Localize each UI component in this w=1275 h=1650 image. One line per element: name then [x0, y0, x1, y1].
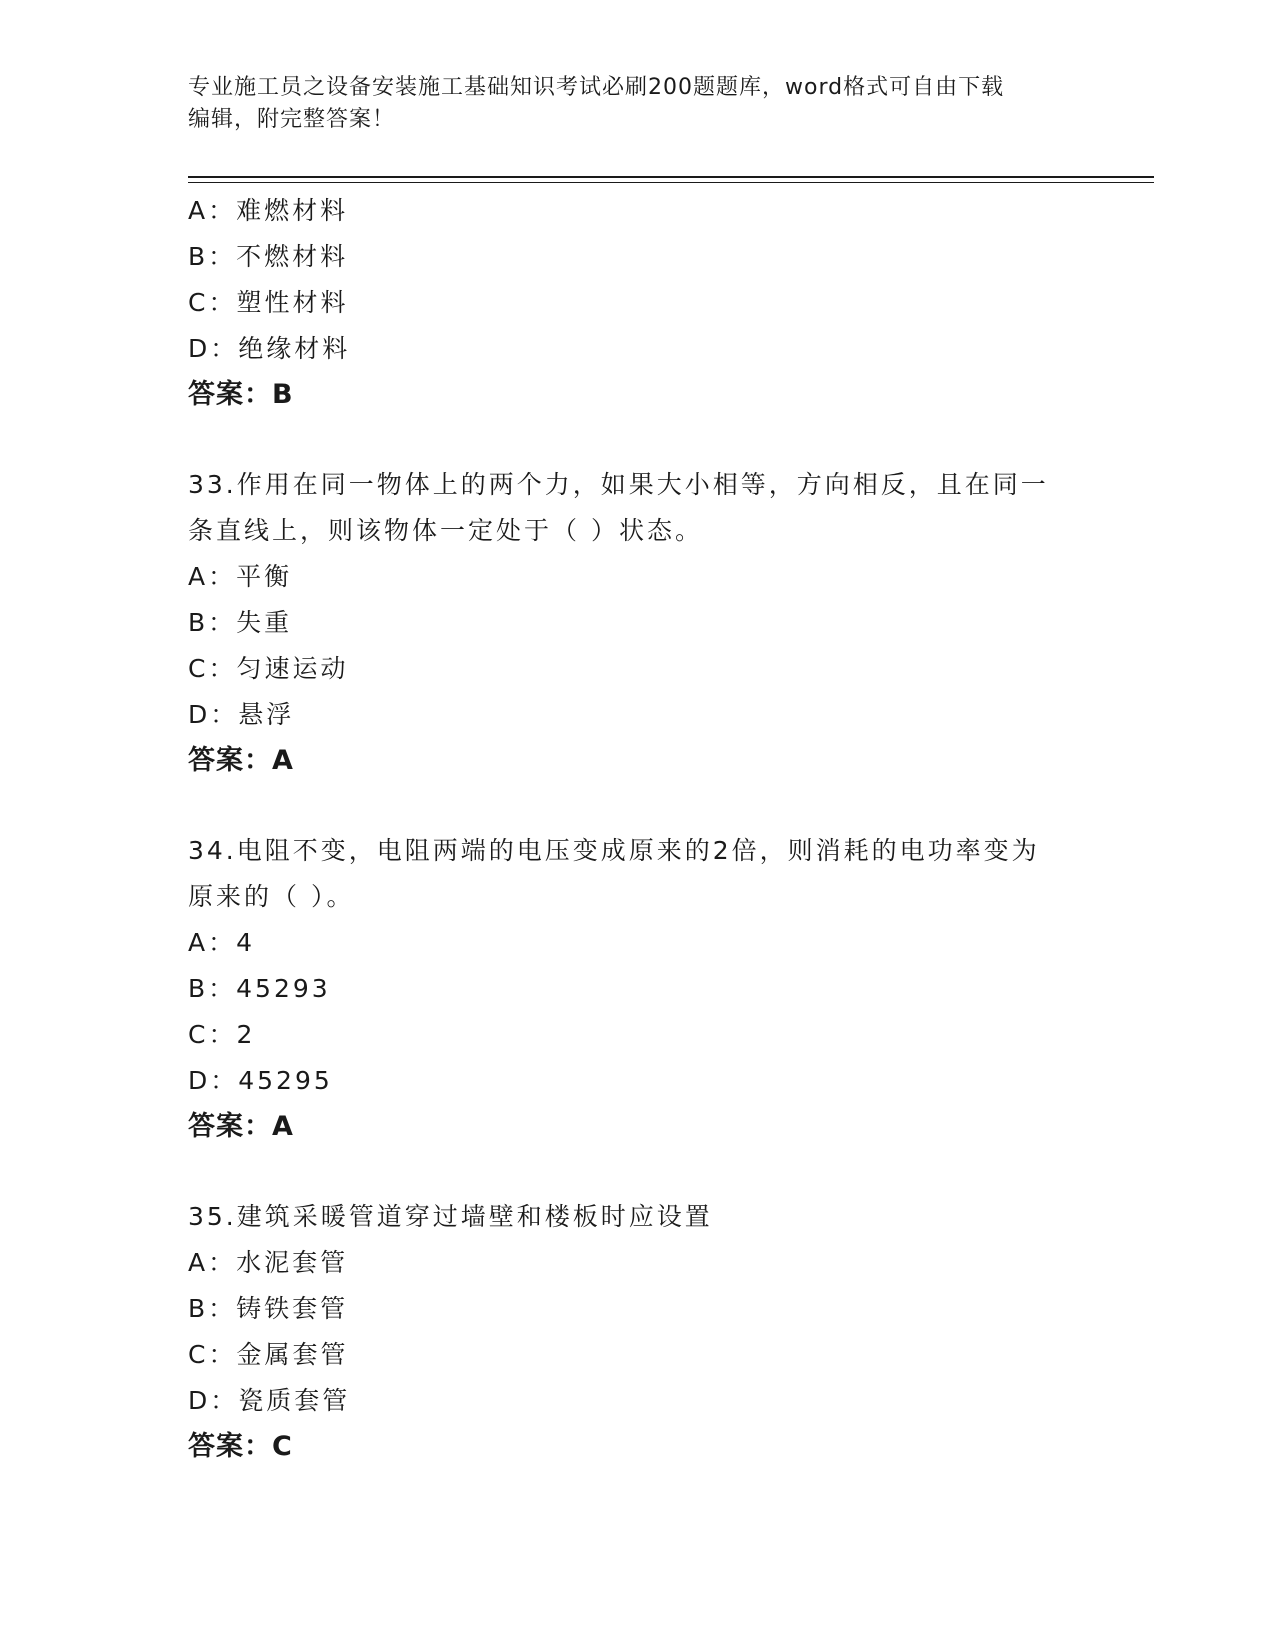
question-35 — [188, 1194, 1088, 1470]
answer-label: 答案：B — [188, 379, 294, 410]
header-divider-thick — [188, 176, 1154, 178]
spacer — [188, 784, 1088, 828]
option-b: B：铸铁套管 — [188, 1294, 349, 1323]
header-divider-thin — [188, 182, 1154, 183]
option-d: D：悬浮 — [188, 700, 295, 729]
option-c: C：匀速运动 — [188, 654, 349, 683]
spacer — [188, 1150, 1088, 1194]
answer-label: 答案：C — [188, 1431, 293, 1462]
answer-label: 答案：A — [188, 745, 294, 776]
question-text-line-2: 条直线上，则该物体一定处于（ ）状态。 — [188, 516, 703, 545]
option-a: A：水泥套管 — [188, 1248, 349, 1277]
document-header — [188, 72, 1068, 136]
option-a: A：难燃材料 — [188, 196, 349, 225]
question-34 — [188, 828, 1088, 1150]
question-text-line-1: 35.建筑采暖管道穿过墙壁和楼板时应设置 — [188, 1202, 713, 1231]
option-c: C：金属套管 — [188, 1340, 349, 1369]
header-title-line-2: 编辑，附完整答案！ — [188, 107, 396, 132]
question-content — [188, 188, 1088, 1470]
option-d: D：瓷质套管 — [188, 1386, 351, 1415]
question-32-continued — [188, 188, 1088, 418]
option-b: B：不燃材料 — [188, 242, 349, 271]
option-c: C：2 — [188, 1020, 256, 1049]
option-c: C：塑性材料 — [188, 288, 349, 317]
question-33 — [188, 462, 1088, 784]
question-text-line-2: 原来的（ ）。 — [188, 882, 355, 911]
option-a: A：4 — [188, 928, 256, 957]
question-text-line-1: 33.作用在同一物体上的两个力，如果大小相等，方向相反，且在同一 — [188, 470, 1049, 499]
header-title-line-1: 专业施工员之设备安装施工基础知识考试必刷200题题库，word格式可自由下载 — [188, 75, 1005, 100]
option-b: B：45293 — [188, 974, 331, 1003]
answer-label: 答案：A — [188, 1111, 294, 1142]
option-d: D：绝缘材料 — [188, 334, 351, 363]
option-b: B：失重 — [188, 608, 293, 637]
question-text-line-1: 34.电阻不变，电阻两端的电压变成原来的2倍，则消耗的电功率变为 — [188, 836, 1040, 865]
option-a: A：平衡 — [188, 562, 293, 591]
option-d: D：45295 — [188, 1066, 333, 1095]
spacer — [188, 418, 1088, 462]
